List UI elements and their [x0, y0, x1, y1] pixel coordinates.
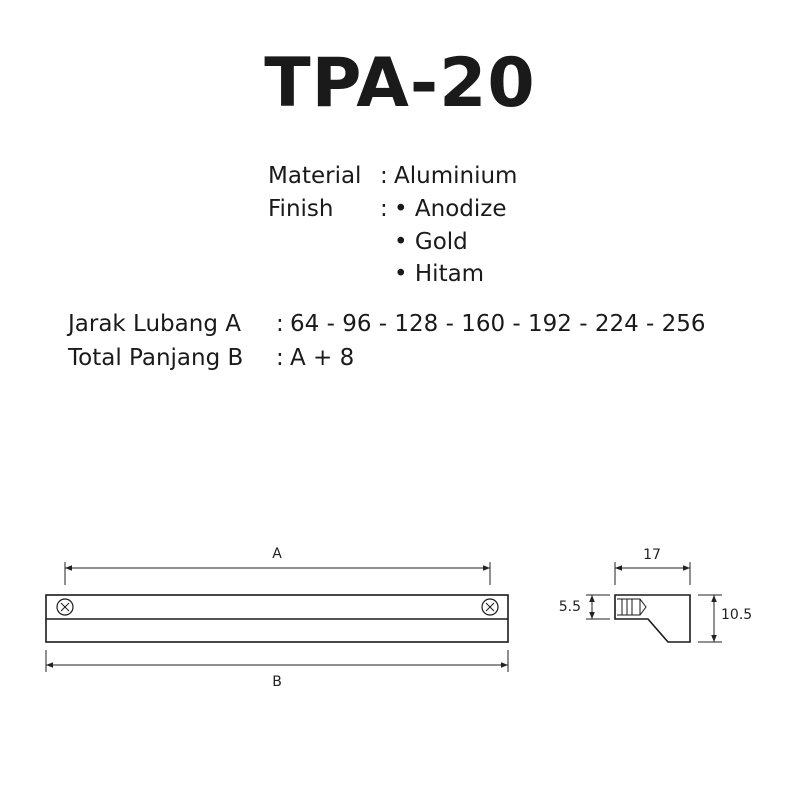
dimension-b — [46, 650, 508, 690]
handle-front-view — [46, 595, 508, 642]
dimension-total-height-value: 10.5 — [721, 607, 753, 623]
dimension-width — [615, 547, 690, 585]
jarak-lubang-separator: : — [276, 311, 284, 337]
finish-separator: : — [380, 196, 388, 222]
finish-label: Finish — [268, 196, 334, 222]
profile-outline — [615, 595, 690, 642]
material-value: Aluminium — [394, 163, 518, 189]
finish-option-gold: • Gold — [394, 229, 468, 255]
dimension-a — [65, 546, 490, 585]
material-label: Material — [268, 163, 362, 189]
total-panjang-label: Total Panjang B — [68, 345, 244, 371]
screw-hole-right — [482, 599, 498, 615]
handle-side-profile — [615, 595, 690, 642]
screw-hole-left — [57, 599, 73, 615]
label-b: B — [272, 674, 282, 690]
finish-option-anodize: • Anodize — [394, 196, 507, 222]
screw-thread — [617, 599, 646, 615]
dimension-inner-height-value: 5.5 — [558, 599, 581, 615]
total-panjang-value: A + 8 — [290, 345, 355, 371]
finish-option-hitam: • Hitam — [394, 261, 485, 287]
dimension-width-value: 17 — [643, 547, 661, 563]
total-panjang-separator: : — [276, 345, 284, 371]
dimension-inner-height — [559, 595, 610, 619]
jarak-lubang-value: 64 - 96 - 128 - 160 - 192 - 224 - 256 — [290, 311, 706, 337]
material-separator: : — [380, 163, 388, 189]
product-title: TPA-20 — [264, 44, 536, 123]
label-a: A — [272, 546, 282, 562]
jarak-lubang-label: Jarak Lubang A — [68, 311, 241, 337]
dimension-total-height — [698, 595, 752, 642]
